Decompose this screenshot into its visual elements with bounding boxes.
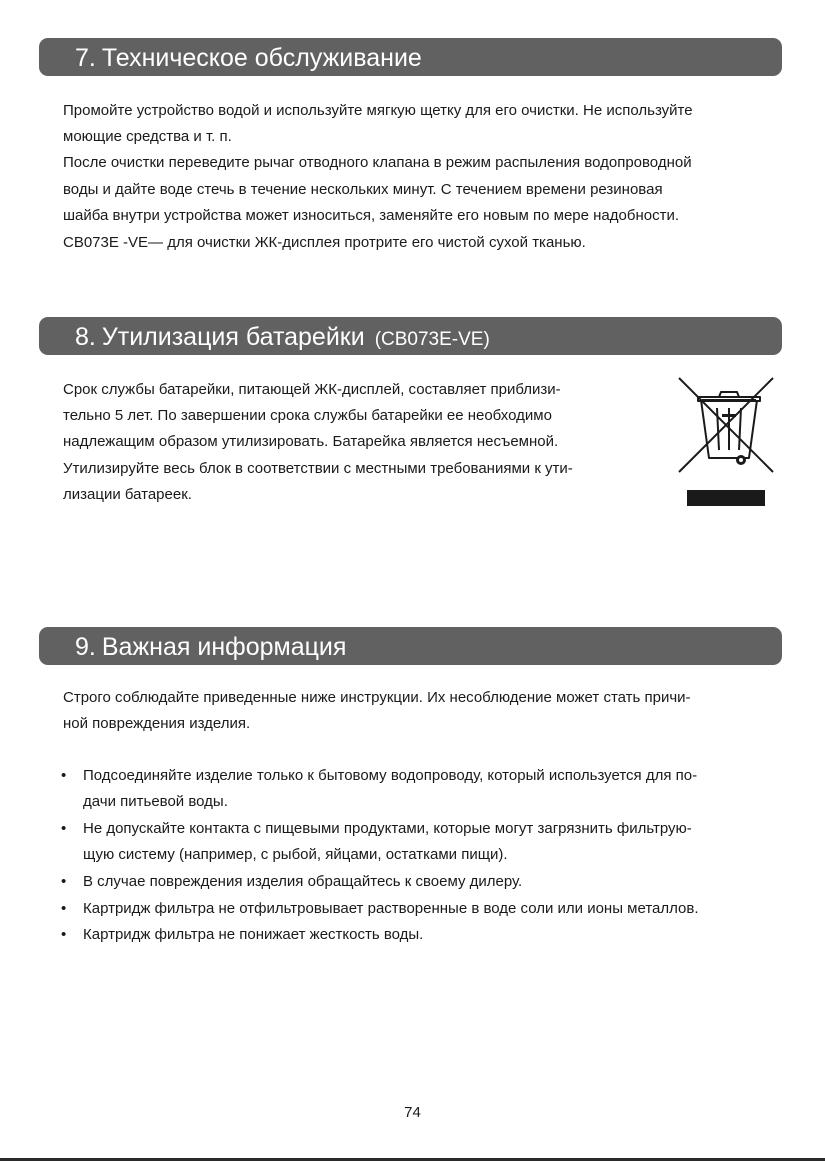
section-7-header [39, 38, 782, 76]
page-number: 74 [404, 1104, 421, 1121]
paragraph-line: Утилизируйте весь блок в соответствии с местными требованиями к ути- [63, 460, 573, 477]
paragraph-line: Промойте устройство водой и используйте мягкую щетку для его очистки. Не используйте [63, 102, 693, 119]
paragraph-line: Срок службы батарейки, питающей ЖК-дисплей, составляет приблизи- [63, 381, 561, 398]
paragraph-line: тельно 5 лет. По завершении срока службы батарейки ее необходимо [63, 407, 552, 424]
section-8-header [39, 317, 782, 355]
list-item: Не допускайте контакта с пищевыми продуктами, которые могут загрязнить фильтрую- [83, 820, 692, 837]
paragraph-line: воды и дайте воде стечь в течение нескольких минут. С течением времени резиновая [63, 181, 663, 198]
list-item-continuation: дачи питьевой воды. [83, 793, 228, 810]
section-number: 9. [75, 633, 96, 661]
paragraph-line: Строго соблюдайте приведенные ниже инструкции. Их несоблюдение может стать причи- [63, 689, 691, 706]
section-number: 8. [75, 323, 96, 351]
paragraph-line: CB073E -VE— для очистки ЖК-дисплея протрите его чистой сухой тканью. [63, 234, 586, 251]
bullet-marker: • [61, 926, 67, 943]
paragraph-line: лизации батареек. [63, 486, 192, 503]
crossed-out-wheelie-bin-icon [677, 376, 781, 508]
bullet-marker: • [61, 767, 67, 784]
list-item-continuation: щую систему (например, с рыбой, яйцами, остатками пищи). [83, 846, 508, 863]
model-code: (CB073E-VE) [374, 329, 490, 350]
bullet-marker: • [61, 900, 67, 917]
section-title: Техническое обслуживание [101, 44, 422, 72]
paragraph-line: ной повреждения изделия. [63, 715, 251, 732]
list-item: Картридж фильтра не отфильтровывает растворенные в воде соли или ионы металлов. [83, 900, 699, 917]
bullet-marker: • [61, 873, 67, 890]
bullet-marker: • [61, 820, 67, 837]
section-title: Утилизация батарейки [101, 323, 365, 351]
paragraph-line: шайба внутри устройства может изноcиться, заменяйте его новым по мере надобности. [63, 207, 679, 224]
section-number: 7. [75, 44, 96, 72]
list-item: Подсоединяйте изделие только к бытовому водопроводу, который используется для по- [83, 767, 698, 784]
section-title: Важная информация [101, 633, 347, 661]
list-item: Картридж фильтра не понижает жесткость воды. [83, 926, 424, 943]
paragraph-line: После очистки переведите рычаг отводного клапана в режим распыления водопроводной [63, 154, 692, 171]
section-9-header [39, 627, 782, 665]
paragraph-line: надлежащим образом утилизировать. Батарейка является несъемной. [63, 433, 559, 450]
list-item: В случае повреждения изделия обращайтесь к своему дилеру. [83, 873, 523, 890]
paragraph-line: моющие средства и т. п. [63, 128, 232, 145]
